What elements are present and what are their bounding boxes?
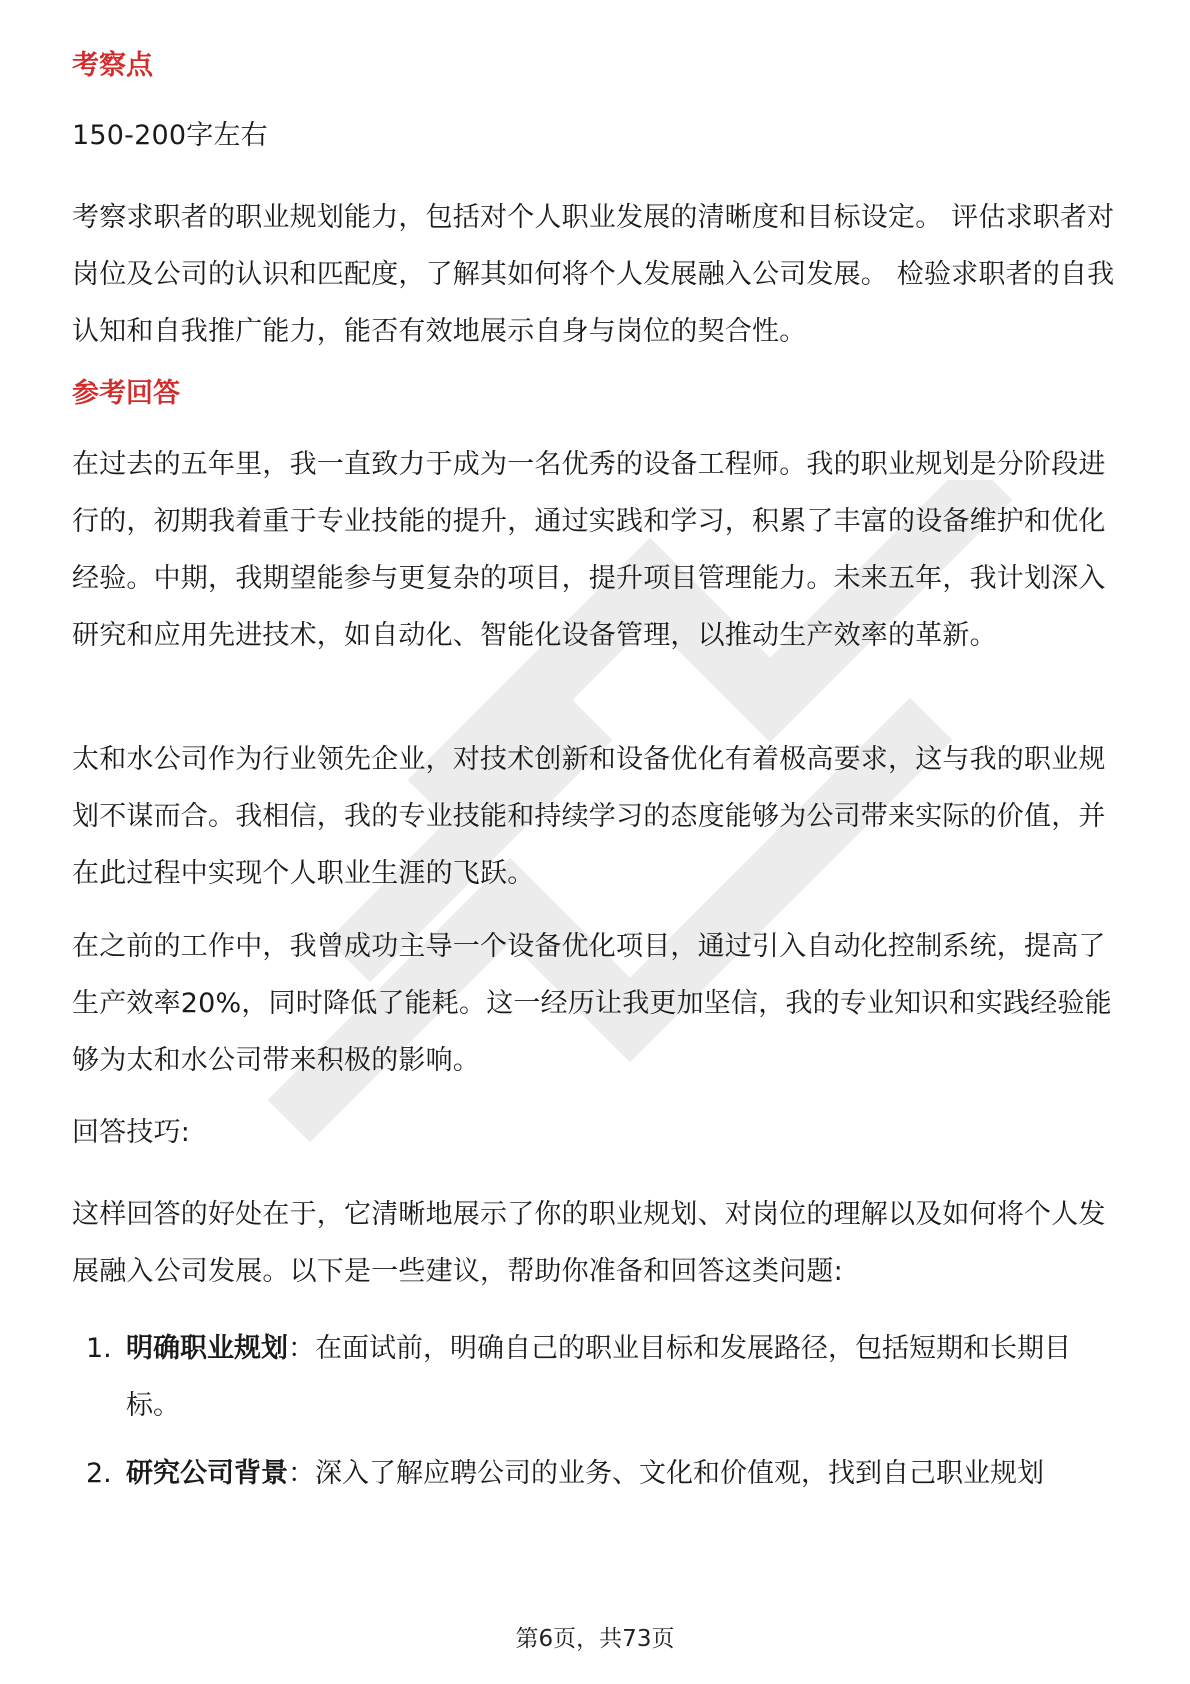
- answer-paragraph-2: 太和水公司作为行业领先企业，对技术创新和设备优化有着极高要求，这与我的职业规划不谋而合。我相信，我的专业技能和持续学习的态度能够为公司带来实际的价值，并在此过程中实现个人职业生涯的飞跃。: [72, 744, 1106, 889]
- list-number: 1.: [86, 1333, 112, 1364]
- focus-paragraph: 考察求职者的职业规划能力，包括对个人职业发展的清晰度和目标设定。 评估求职者对岗位及公司的认识和匹配度，了解其如何将个人发展融入公司发展。 检验求职者的自我认知和自我推广能力，能否有效地展示自身与岗位的契合性。: [72, 202, 1115, 347]
- answer-paragraph-3: 在之前的工作中，我曾成功主导一个设备优化项目，通过引入自动化控制系统，提高了生产效率20%，同时降低了能耗。这一经历让我更加坚信，我的专业知识和实践经验能够为太和水公司带来积极的影响。: [72, 931, 1112, 1076]
- word-count-note: 150-200字左右: [72, 120, 268, 151]
- tips-label: 回答技巧:: [72, 1117, 191, 1148]
- answer-heading: 参考回答: [72, 378, 180, 409]
- focus-heading: 考察点: [72, 50, 153, 81]
- list-item: [72, 1445, 1122, 1502]
- list-number: 2.: [86, 1458, 112, 1489]
- page-number-footer: 第6页，共73页: [515, 1626, 675, 1652]
- answer-paragraph-1: 在过去的五年里，我一直致力于成为一名优秀的设备工程师。我的职业规划是分阶段进行的，初期我着重于专业技能的提升，通过实践和学习，积累了丰富的设备维护和优化经验。中期，我期望能参与更复杂的项目，提升项目管理能力。未来五年，我计划深入研究和应用先进技术，如自动化、智能化设备管理，以推动生产效率的革新。: [72, 449, 1106, 651]
- tips-list: [72, 1320, 1122, 1513]
- list-text: ：深入了解应聘公司的业务、文化和价值观，找到自己职业规划: [288, 1458, 1044, 1489]
- document-page: [72, 0, 1122, 1684]
- list-term: 明确职业规划: [126, 1333, 288, 1364]
- tips-intro: 这样回答的好处在于，它清晰地展示了你的职业规划、对岗位的理解以及如何将个人发展融入公司发展。以下是一些建议，帮助你准备和回答这类问题:: [72, 1199, 1106, 1287]
- list-text: ：在面试前，明确自己的职业目标和发展路径，包括短期和长期目标。: [126, 1333, 1071, 1421]
- list-item: [72, 1320, 1122, 1434]
- list-term: 研究公司背景: [126, 1458, 288, 1489]
